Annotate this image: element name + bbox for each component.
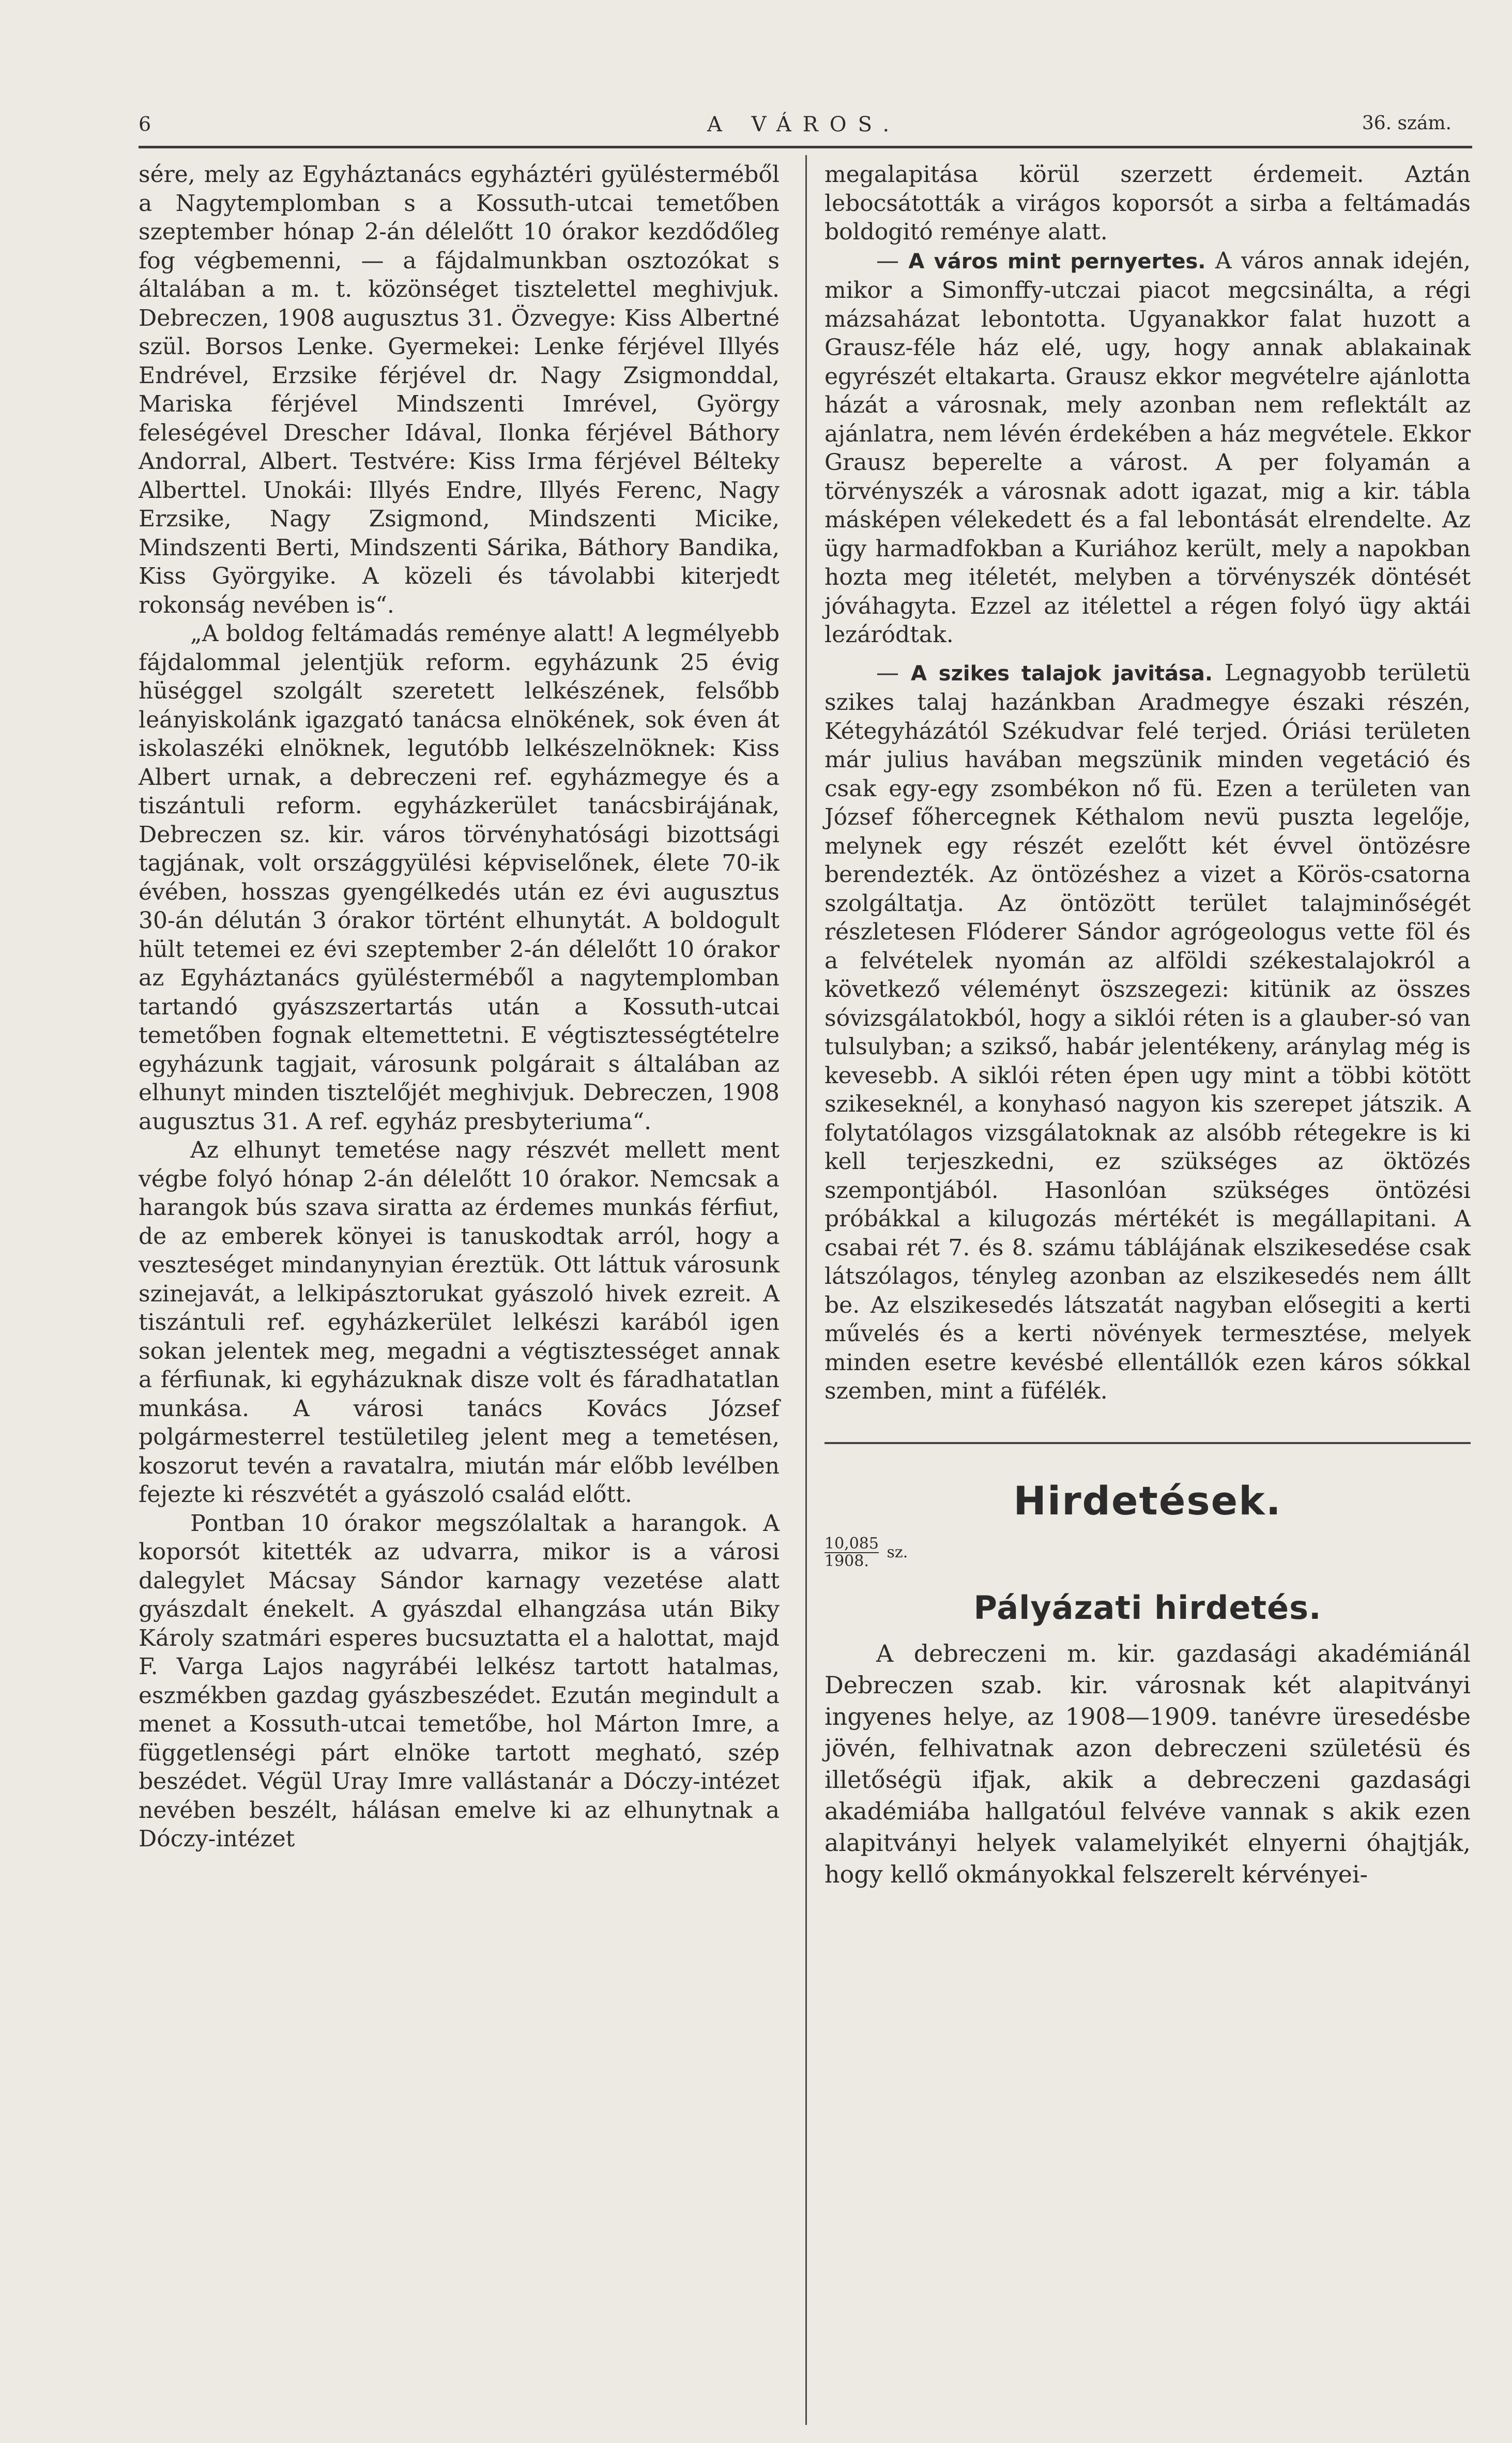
article-lead: A város mint pernyertes. xyxy=(908,249,1206,274)
ads-section-heading: Hirdetések. xyxy=(1013,1477,1282,1524)
funeral-report-paragraph: Az elhunyt temetése nagy részvét mellett ment végbe folyó hónap 2-án délelőtt 10 órakor. Nemcsak a harangok bús szava siratta az érdemes munkás férfiut, de az emberek könyei is tanuskodtak arról, hogy a veszteséget mindanynyian éreztük. Ott láttuk városunk szinejavát, a lelkipásztorukat gyászoló hivek ezreit. A tiszántuli ref. egyházkerület lelkészi karából igen sokan jelentek meg, megadni a végtisztességet annak a férfiunak, ki egyházuknak disze volt és fáradhatatlan munkása. A városi tanács Kovács József polgármesterrel testületileg jelent meg a temetésen, koszorut tevén a ravatalra, miután már előbb levélben fejezte ki részvétét a gyászoló család előtt. xyxy=(139,1137,780,1508)
article-body: A város annak idején, mikor a Simonffy-utczai piacot megcsinálta, a régi mázsaházat lebontotta. Ugyanakkor falat huzott a Grausz-féle ház elé, ugy, hogy annak ablakainak egyrészét eltakarta. Grausz ekkor megvételre ajánlotta házát a városnak, mely azonban nem reflektált az ajánlatra, nem lévén érdekében a ház megvétele. Ekkor Grausz beperelte a várost. A per folyamán a törvényszék a városnak adott igazat, mig a kir. tábla másképen vélekedett és a fal lebontását elrendelte. Az ügy harmadfokban a Kuriához került, mely a napokban hozta meg itéletét, melyben a törvényszék döntését jóváhagyta. Ezzel az itélettel a régen folyó ügy aktái lezáródtak. xyxy=(824,247,1471,648)
section-rule xyxy=(824,1442,1471,1444)
header-rule xyxy=(139,146,1472,148)
funeral-report-continuation: megalapitása körül szerzett érdemeit. Aztán lebocsátották a virágos koporsót a sirba a feltámadás boldogitó reménye alatt. xyxy=(824,161,1471,245)
column-divider xyxy=(805,155,807,2425)
page-header xyxy=(139,113,1452,144)
article-lead: A szikes talajok javitása. xyxy=(910,661,1213,686)
ad-ref-number: 10,085 xyxy=(824,1535,879,1553)
page-number: 6 xyxy=(139,113,151,135)
article-alkaline-soil: — A szikes talajok javitása. Legnagyobb területü szikes talaj hazánkban Aradmegye északi részén, Kétegyházától Székudvar felé terjed. Óriási területen már julius havában megszünik minden vegetáció és csak egy-egy zsombékon nő fü. Ezen a területen van József főhercegnek Kéthalom nevü puszta legelője, melynek egy részét ezelőtt két évvel öntözésre berendezték. Az öntözéshez a vizet a Körös-csatorna szolgáltatja. Az öntözött terület talajminőségét részletesen Flóderer Sándor agrógeologus vette föl és a felvételek nyomán az alföldi székestalajokról a következő véleményt öszszegezi: kitünik az összes sóvizsgálatokból, hogy a siklói réten is a glauber-só van tulsulyban; a szikső, habár jelentékeny, aránylag még is kevesebb. A siklói réten épen ugy mint a többi kötött szikeseknél, a konyhasó nagyon kis szerepet játszik. A folytatólagos vizsgálatoknak az alsóbb rétegekre is ki kell terjeszkedni, ez szükséges az öktözés szempontjából. Hasonlóan szükséges öntözési próbákkal a kilugozás mértékét is megállapitani. A csabai rét 7. és 8. számu táblájának elszikesedése csak látszólagos, tényleg azonban az elszikesedés nem állt be. Az elszikesedés látszatát nagyban elősegiti a kerti művelés és a kerti növények termesztése, melyek minden esetre kevésbé ellentállók ezen káros sókkal szemben, mint a füfélék. xyxy=(824,659,1471,1404)
ad-ref-year: 1908. xyxy=(824,1552,869,1570)
article-city-lawsuit: — A város mint pernyertes. A város annak idején, mikor a Simonffy-utczai piacot megcsinálta, a régi mázsaházat lebontotta. Ugyanakkor falat huzott a Grausz-féle ház elé, ugy, hogy annak ablakainak egyrészét eltakarta. Grausz ekkor megvételre ajánlotta házát a városnak, mely azonban nem reflektált az ajánlatra, nem lévén érdekében a ház megvétele. Ekkor Grausz beperelte a várost. A per folyamán a törvényszék a városnak adott igazat, mig a kir. tábla másképen vélekedett és a fal lebontását elrendelte. Az ügy harmadfokban a Kuriához került, mely a napokban hozta meg itéletét, melyben a törvényszék döntését jóváhagyta. Ezzel az itélettel a régen folyó ügy aktái lezáródtak. xyxy=(824,247,1471,648)
ad-title: Pályázati hirdetés. xyxy=(973,1589,1322,1627)
ad-body: A debreczeni m. kir. gazdasági akadémiánál Debreczen szab. kir. városnak két alapitványi ingyenes helye, az 1908—1909. tanévre üresedésbe jövén, felhivatnak azon debreczeni születésü és illetőségü ifjak, akik a debreczeni gazdasági akadémiába hallgatóul felvéve vannak s akik ezen alapitványi helyek valamelyikét elnyerni óhajtják, hogy kellő okmányokkal felszerelt kérvényei- xyxy=(824,1639,1471,1888)
obituary-notice-family: sére, mely az Egyháztanács egyháztéri gyülésterméből a Nagytemplomban s a Kossuth-utcai temetőben szeptember hónap 2-án délelőtt 10 órakor kezdődőleg fog végbemenni, — a fájdalmunkban osztozókat s általában a m. t. közönséget tisztelettel meghivjuk. Debreczen, 1908 augusztus 31. Özvegye: Kiss Albertné szül. Borsos Lenke. Gyermekei: Lenke férjével Illyés Endrével, Erzsike férjével dr. Nagy Zsigmonddal, Mariska férjével Mindszenti Imrével, György feleségével Drescher Idával, Ilonka férjével Báthory Andorral, Albert. Testvére: Kiss Irma férjével Bélteky Alberttel. Unokái: Illyés Endre, Illyés Ferenc, Nagy Erzsike, Nagy Zsigmond, Mindszenti Micike, Mindszenti Berti, Mindszenti Sárika, Báthory Bandika, Kiss Györgyike. A közeli és távolabbi kiterjedt rokonság nevében is“. xyxy=(139,161,780,618)
ad-ref-suffix: sz. xyxy=(887,1543,908,1561)
obituary-notice-church: „A boldog feltámadás reménye alatt! A legmélyebb fájdalommal jelentjük reform. egyházunk 25 évig hüséggel szolgált szeretett lelkészének, felsőbb leányiskolánk igazgató tanácsa elnökének, sok éven át iskolaszéki elnöknek, legutóbb lelkészelnöknek: Kiss Albert urnak, a debreczeni ref. egyházmegye és a tiszántuli reform. egyházkerület tanácsbirájának, Debreczen sz. kir. város törvényhatósági bizottsági tagjának, volt országgyülési képviselőnek, élete 70-ik évében, hosszas gyengélkedés után ez évi augusztus 30-án délután 3 órakor történt elhunytát. A boldogult hült tetemei ez évi szeptember 2-án délelőtt 10 órakor az Egyháztanács gyülésterméből a nagytemplomban tartandó gyászszertartás után a Kossuth-utcai temetőben fognak eltemettetni. E végtisztességtételre egyházunk tagjait, városunk polgárait s általában az elhunyt minden tisztelőjét meghivjuk. Debreczen, 1908 augusztus 31. A ref. egyház presbyteriuma“. xyxy=(139,620,780,1135)
left-column xyxy=(139,160,780,1854)
issue-number: 36. szám. xyxy=(1362,113,1452,134)
funeral-ceremony-paragraph: Pontban 10 órakor megszólaltak a harangok. A koporsót kitették az udvarra, mikor is a városi dalegylet Mácsay Sándor karnagy vezetése alatt gyászdalt énekelt. A gyászdal elhangzása után Biky Károly szatmári esperes bucsuztatta el a halottat, majd F. Varga Lajos nagyrábéi lelkész tartott hatalmas, eszmékben gazdag gyászbeszédet. Ezután megindult a menet a Kossuth-utcai temetőbe, hol Márton Imre, a függetlenségi párt elnöke tartott megható, szép beszédet. Végül Uray Imre vallástanár a Dóczy-intézet nevében beszélt, hálásan emelve ki az elhunytnak a Dóczy-intézet xyxy=(139,1510,780,1852)
article-body: Legnagyobb területü szikes talaj hazánkban Aradmegye északi részén, Kétegyházától Székudvar felé terjed. Óriási területen már julius havában megszünik minden vegetáció és csak egy-egy zsombékon nő fü. Ezen a területen van József főhercegnek Kéthalom nevü puszta legelője, melynek egy részét ezelőtt két évvel öntözésre berendezték. Az öntözéshez a vizet a Körös-csatorna szolgáltatja. Az öntözött terület talajminőségét részletesen Flóderer Sándor agrógeologus vette föl és a felvételek nyomán az alföldi székestalajokról a következő véleményt öszszegezi: kitünik az összes sóvizsgálatokból, hogy a siklói réten is a glauber-só van tulsulyban; a szikső, habár jelentékeny, aránylag még is kevesebb. A siklói réten épen ugy mint a többi kötött szikeseknél, a konyhasó nagyon kis szerepet játszik. A folytatólagos vizsgálatoknak az alsóbb rétegekre is ki kell terjeszkedni, ez szükséges az öktözés szempontjából. Hasonlóan szükséges öntözési próbákkal a kilugozás mértékét is megállapitani. A csabai rét 7. és 8. számu táblájának elszikesedése csak látszólagos, tényleg azonban az elszikesedés nem állt be. Az elszikesedés látszatát nagyban elősegiti a kerti művelés és a kerti növények termesztése, melyek minden esetre kevésbé ellentállók ezen káros sókkal szemben, mint a füfélék. xyxy=(824,659,1471,1404)
right-column xyxy=(824,160,1471,1890)
ad-reference-number xyxy=(824,1536,1471,1570)
newspaper-title: A VÁROS. xyxy=(707,113,901,136)
